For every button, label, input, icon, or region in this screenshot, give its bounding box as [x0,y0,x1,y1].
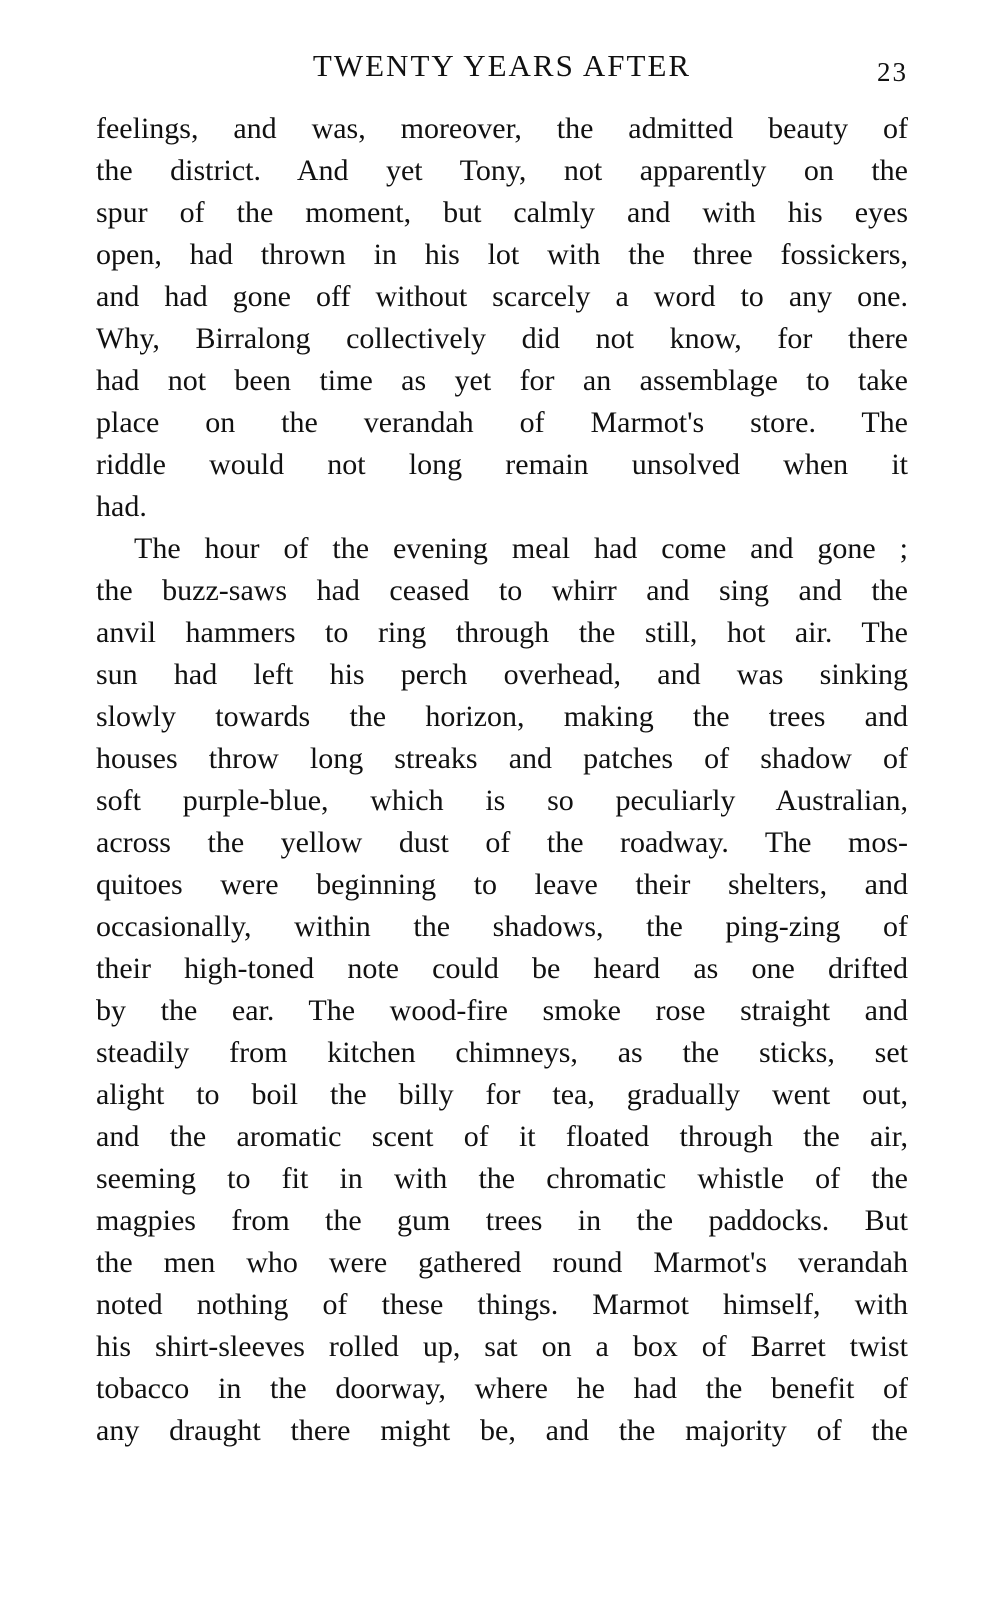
text-line: their high-toned note could be heard as one drifted [96,952,908,985]
running-title: TWENTY YEARS AFTER [312,48,692,83]
body-text [96,108,908,1452]
text-line: by the ear. The wood-fire smoke rose straight and [96,994,908,1027]
text-line: quitoes were beginning to leave their shelters, and [96,868,908,901]
text-line: the men who were gathered round Marmot's verandah [96,1246,908,1279]
text-line: feelings, and was, moreover, the admitted beauty of [96,112,908,145]
text-line: had not been time as yet for an assemblage to take [96,364,908,397]
text-line: occasionally, within the shadows, the ping-zing of [96,910,908,943]
text-line: The hour of the evening meal had come and gone ; [134,532,908,565]
text-line: houses throw long streaks and patches of shadow of [96,742,908,775]
text-line: soft purple-blue, which is so peculiarly Australian, [96,784,908,817]
text-line: steadily from kitchen chimneys, as the sticks, set [96,1036,908,1069]
text-line: sun had left his perch overhead, and was sinking [96,658,908,691]
text-line: riddle would not long remain unsolved when it [96,448,908,481]
text-line: anvil hammers to ring through the still, hot air. The [96,616,908,649]
text-line: his shirt-sleeves rolled up, sat on a box of Barret twist [96,1330,908,1363]
text-line: the buzz-saws had ceased to whirr and sing and the [96,574,908,607]
text-line: across the yellow dust of the roadway. The mos- [96,826,908,859]
text-line: seeming to fit in with the chromatic whistle of the [96,1162,908,1195]
text-line: and had gone off without scarcely a word to any one. [96,280,908,313]
text-line: spur of the moment, but calmly and with his eyes [96,196,908,229]
text-line: magpies from the gum trees in the paddocks. But [96,1204,908,1237]
text-line: noted nothing of these things. Marmot himself, with [96,1288,908,1321]
text-line: alight to boil the billy for tea, gradually went out, [96,1078,908,1111]
text-line: tobacco in the doorway, where he had the benefit of [96,1372,908,1405]
page-number: 23 [877,57,908,87]
text-line: Why, Birralong collectively did not know, for there [96,322,908,355]
text-line: open, had thrown in his lot with the three fossickers, [96,238,908,271]
text-line: place on the verandah of Marmot's store. The [96,406,908,439]
text-line: had. [96,490,147,523]
running-head [96,46,908,90]
text-line: any draught there might be, and the majority of the [96,1414,908,1447]
text-line: the district. And yet Tony, not apparently on the [96,154,908,187]
text-line: and the aromatic scent of it floated through the air, [96,1120,908,1153]
text-line: slowly towards the horizon, making the trees and [96,700,908,733]
